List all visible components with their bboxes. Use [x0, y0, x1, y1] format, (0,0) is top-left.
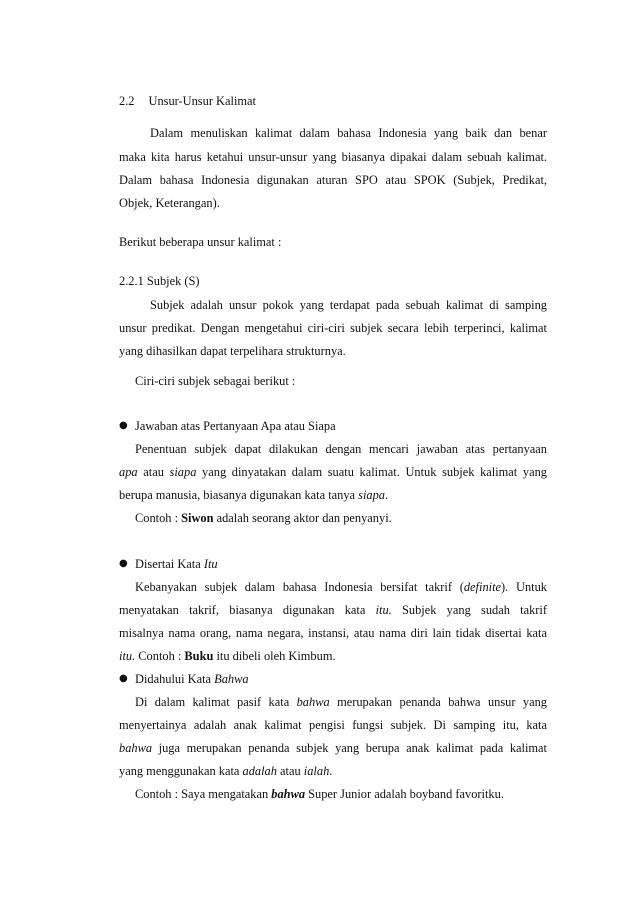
bullet-1-example: Contoh : Siwon adalah seorang aktor dan penyanyi.: [135, 511, 392, 525]
intro-line-4: Objek, Keterangan).: [119, 196, 220, 210]
bullet-3-line-4: yang menggunakan kata adalah atau ialah.: [119, 764, 333, 778]
intro-line-2: maka kita harus ketahui unsur-unsur yang biasanya dipakai dalam sebuah kalimat.: [119, 150, 547, 164]
bullet-1-line-3: berupa manusia, biasanya digunakan kata tanya siapa.: [119, 488, 389, 502]
bullet-3-title: Didahului Kata Bahwa: [135, 672, 249, 686]
bullet-2-line-3: misalnya nama orang, nama negara, instansi, atau nama diri lain tidak disertai kata: [119, 626, 547, 640]
bullet-1-dot: ●: [119, 420, 128, 431]
subsection-heading: 2.2.1 Subjek (S): [119, 274, 200, 288]
section-number: 2.2: [119, 94, 135, 108]
bullet-2-line-1: Kebanyakan subjek dalam bahasa Indonesia bersifat takrif (definite). Untuk: [135, 580, 547, 594]
bullet-2-line-4: itu. Contoh : Buku itu dibeli oleh Kimbum.: [119, 649, 336, 663]
bullet-3-line-1: Di dalam kalimat pasif kata bahwa merupakan penanda bahwa unsur yang: [135, 695, 547, 709]
berikut-line: Berikut beberapa unsur kalimat :: [119, 235, 282, 249]
bullet-1-line-2: apa atau siapa yang dinyatakan dalam suatu kalimat. Untuk subjek kalimat yang: [119, 465, 547, 479]
bullet-2-title: Disertai Kata Itu: [135, 557, 218, 571]
bullet-1-title: Jawaban atas Pertanyaan Apa atau Siapa: [135, 419, 336, 433]
bullet-3-dot: ●: [119, 673, 128, 684]
bullet-2-dot: ●: [119, 558, 128, 569]
bullet-2-line-2: menyatakan takrif, biasanya digunakan kata itu. Subjek yang sudah takrif: [119, 603, 547, 617]
bullet-1-line-1: Penentuan subjek dapat dilakukan dengan mencari jawaban atas pertanyaan: [135, 442, 547, 456]
subjek-line-2: unsur predikat. Dengan mengetahui ciri-ciri subjek secara lebih terperinci, kalimat: [119, 321, 547, 335]
bullet-3-line-2: menyertainya adalah anak kalimat pengisi fungsi subjek. Di samping itu, kata: [119, 718, 547, 732]
subjek-line-3: yang dihasilkan dapat terpelihara strukturnya.: [119, 344, 346, 358]
intro-line-3: Dalam bahasa Indonesia digunakan aturan SPO atau SPOK (Subjek, Predikat,: [119, 173, 547, 187]
section-heading: [119, 93, 547, 109]
subjek-line-1: Subjek adalah unsur pokok yang terdapat pada sebuah kalimat di samping: [150, 298, 547, 312]
section-title: Unsur-Unsur Kalimat: [148, 94, 256, 108]
bullet-3-example: Contoh : Saya mengatakan bahwa Super Junior adalah boyband favoritku.: [135, 787, 504, 801]
ciri-line: Ciri-ciri subjek sebagai berikut :: [135, 374, 296, 388]
bullet-3-line-3: bahwa juga merupakan penanda subjek yang berupa anak kalimat pada kalimat: [119, 741, 547, 755]
intro-line-1: Dalam menuliskan kalimat dalam bahasa Indonesia yang baik dan benar: [150, 126, 547, 140]
